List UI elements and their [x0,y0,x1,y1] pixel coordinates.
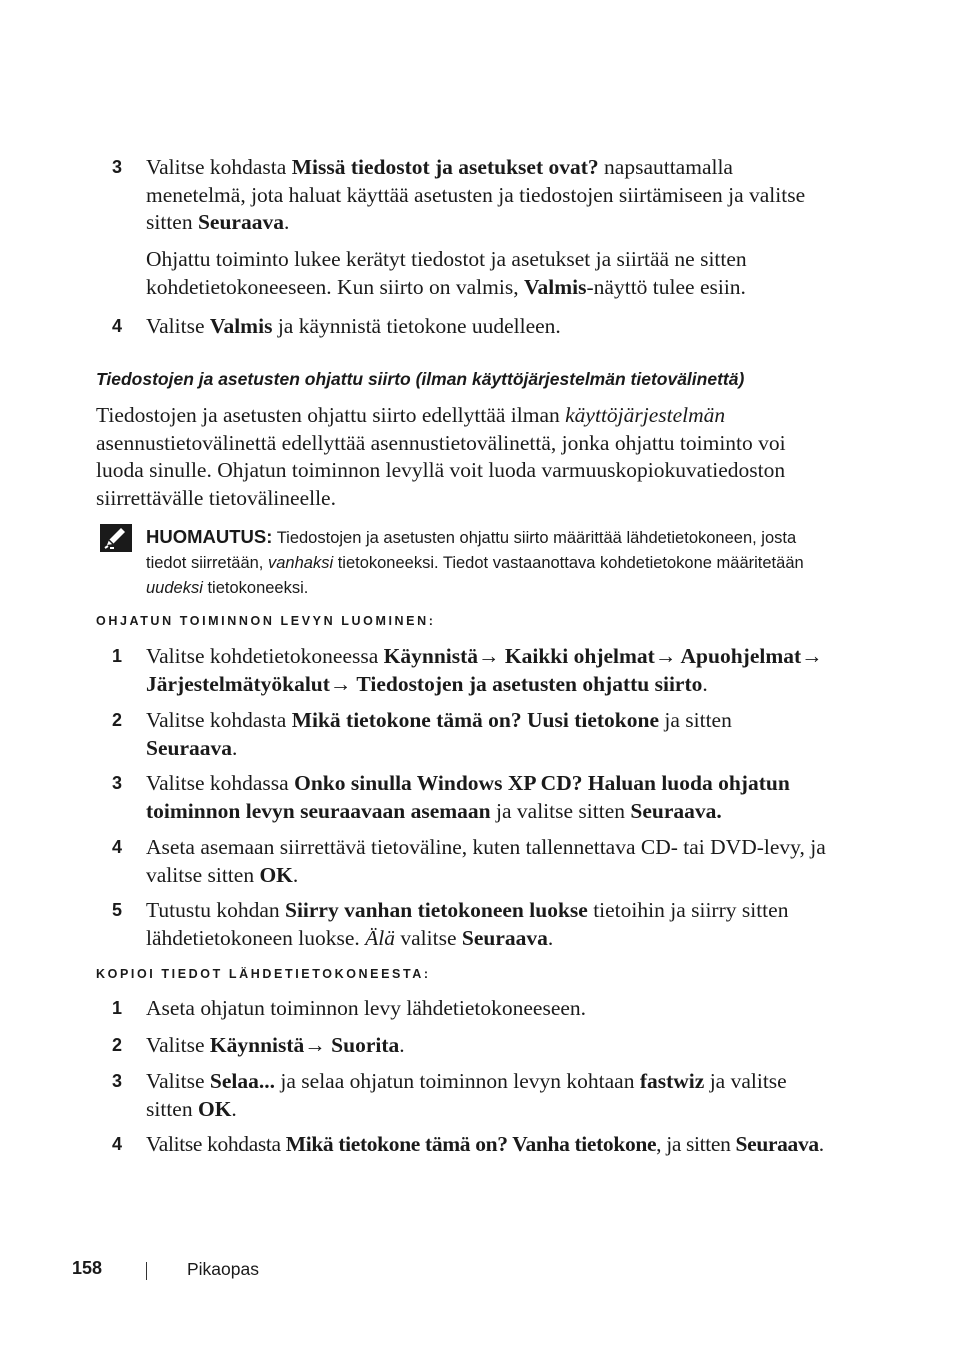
step-number: 4 [112,837,123,857]
step-3-select-method [96,154,826,237]
step-text: Valitse kohdasta Mikä tietokone tämä on? Vanha tietokone, ja sitten Seuraava. [146,1132,824,1156]
step-text: Tutustu kohdan Siirry vanhan tietokoneen luokse tietoihin ja siirry sitten lähdetietokoneen luokse. Älä valitse Seuraava. [146,898,789,950]
step-text: Aseta asemaan siirrettävä tietoväline, kuten tallennettava CD- tai DVD-levy, ja valitse sitten OK. [146,835,826,887]
create-step-4 [96,834,826,889]
footer-divider [146,1262,147,1280]
step-text: Valitse Käynnistä→ Suorita. [146,1033,405,1057]
step-4-restart [96,313,826,341]
step-number: 1 [112,998,123,1018]
step-number: 3 [112,1071,123,1091]
create-step-5 [96,897,826,952]
copy-step-2 [96,1032,826,1060]
step-3-followup-paragraph: Ohjattu toiminto lukee kerätyt tiedostot ja asetukset ja siirtää ne sitten kohdetietokoneeseen. Kun siirto on valmis, Valmis-näyttö tulee esiin. [146,247,747,299]
step-number: 3 [112,157,123,177]
intro-paragraph: Tiedostojen ja asetusten ohjattu siirto edellyttää ilman käyttöjärjestelmän asennustietovälinettä edellyttää asennustietovälinettä, jonka ohjattu toiminto voi luoda sinulle. Ohjatun toiminnon levyllä voit luoda varmuuskopiokuvatiedoston siirrettävälle tietovälineelle. [96,403,786,510]
step-number: 4 [112,1134,123,1154]
step-number: 2 [112,1035,123,1055]
copy-step-3 [96,1068,826,1123]
note-label: HUOMAUTUS: [146,526,273,547]
note-box: HUOMAUTUS: Tiedostojen ja asetusten ohjattu siirto määrittää lähdetietokoneen, josta tiedot siirretään, vanhaksi tietokoneeksi. Tiedot vastaanottava kohdetietokone määritetään uudeksi tietokoneeksi. [146,526,804,597]
step-number: 5 [112,900,123,920]
step-text: Valitse kohdasta Mikä tietokone tämä on? Uusi tietokone ja sitten Seuraava. [146,708,732,760]
page-number: 158 [72,1258,103,1278]
step-text: Valitse kohdetietokoneessa Käynnistä→ Kaikki ohjelmat→ Apuohjelmat→ Järjestelmätyökalut→ Tiedostojen ja asetusten ohjattu siirto. [146,644,823,696]
step-text: Valitse Selaa... ja selaa ohjatun toiminnon levyn kohtaan fastwiz ja valitse sitten OK. [146,1069,787,1121]
step-number: 1 [112,646,123,666]
step-text: Aseta ohjatun toiminnon levy lähdetietokoneeseen. [146,996,587,1020]
create-step-2 [96,707,826,762]
copy-data-heading: KOPIOI TIEDOT LÄHDETIETOKONEESTA: [96,967,431,981]
step-text: Valitse Valmis ja käynnistä tietokone uudelleen. [146,314,561,338]
footer-title: Pikaopas [187,1259,259,1279]
create-step-1 [96,643,826,698]
create-step-3 [96,770,826,825]
step-number: 4 [112,316,123,336]
create-disk-heading: OHJATUN TOIMINNON LEVYN LUOMINEN: [96,614,436,628]
copy-step-4 [96,1131,856,1159]
note-pencil-icon [100,524,132,552]
copy-step-1 [96,995,826,1023]
step-text: Valitse kohdasta Missä tiedostot ja asetukset ovat? napsauttamalla menetelmä, jota haluat käyttää asetusten ja tiedostojen siirtämiseen ja valitse sitten Seuraava. [146,155,806,234]
step-text: Valitse kohdassa Onko sinulla Windows XP CD? Haluan luoda ohjatun toiminnon levyn seuraavaan asemaan ja valitse sitten Seuraava. [146,771,790,823]
step-number: 2 [112,710,123,730]
section-heading: Tiedostojen ja asetusten ohjattu siirto (ilman käyttöjärjestelmän tietovälinettä) [96,369,745,389]
step-number: 3 [112,773,123,793]
